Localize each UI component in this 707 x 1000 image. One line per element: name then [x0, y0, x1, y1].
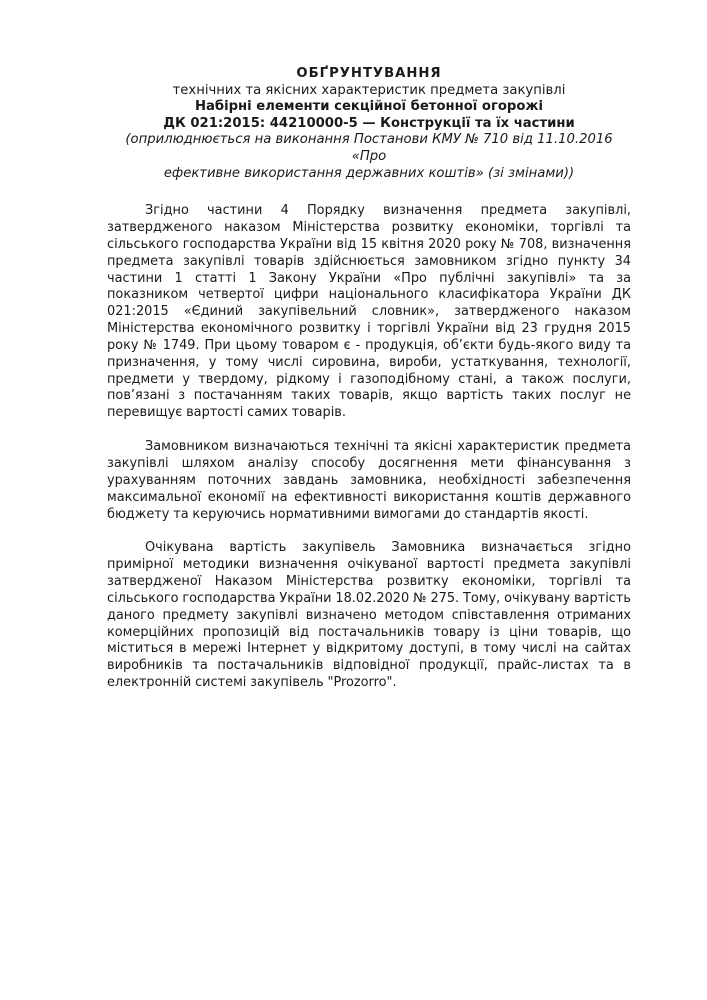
document-subtitle: технічних та якісних характеристик предмета закупівлі [172, 82, 566, 98]
document-page [107, 66, 631, 692]
document-title: ОБҐРУНТУВАННЯ [296, 66, 442, 81]
paragraph-technical-characteristics: Замовником визначаються технічні та якісні характеристик предмета закупівлі шляхом аналізу способу досягнення мети фінансування з урахуванням поточних завдань замовника, необхідності забезпечення максимальної економії на ефективності використання коштів державного бюджету та керуючись нормативними вимогами до стандартів якості. [107, 439, 631, 522]
publication-note-line1: (оприлюднюється на виконання Постанови КМУ № 710 від 11.10.2016 «Про [125, 132, 613, 164]
procurement-subject: Набірні елементи секційної бетонної огорожі [194, 99, 544, 115]
document-header [107, 66, 631, 182]
paragraph-expected-cost: Очікувана вартість закупівель Замовника визначається згідно примірної методики визначення очікуваної вартості предмета закупівлі затвердженої Наказом Міністерства розвитку економіки, торгівлі та сільського господарства України 18.02.2020 № 275. Тому, очікувану вартість даного предмету закупівлі визначено методом співставлення отриманих комерційних пропозицій від постачальників товару із ціни товарів, що міститься в мережі Інтернет у відкритому доступі, в тому числі на сайтах виробників та постачальників відповідної продукції, прайс-листах та в електронній системі закупівель "Prozorro". [107, 540, 631, 691]
paragraph-subject-definition: Згідно частини 4 Порядку визначення предмета закупівлі, затвердженого наказом Міністерства розвитку економіки, торгівлі та сільського господарства України від 15 квітня 2020 року № 708, визначення предмета закупівлі товарів здійснюється замовником згідно пункту 34 частини 1 статті 1 Закону України «Про публічні закупівлі» та за показником четвертої цифри національного класифікатора України ДК 021:2015 «Єдиний закупівельний словник», затвердженого наказом Міністерства економічного розвитку і торгівлі України від 23 грудня 2015 року № 1749. При цьому товаром є - продукція, об’єкти будь-якого виду та призначення, у тому числі сировина, вироби, устаткування, технології, предмети у твердому, рідкому і газоподібному стані, а також послуги, пов’язані з постачанням таких товарів, якщо вартість таких послуг не перевищує вартості самих товарів. [107, 203, 631, 421]
publication-note-line2: ефективне використання державних коштів» (зі змінами)) [163, 165, 575, 181]
classifier-code: ДК 021:2015: 44210000-5 — Конструкції та їх частини [163, 115, 575, 131]
